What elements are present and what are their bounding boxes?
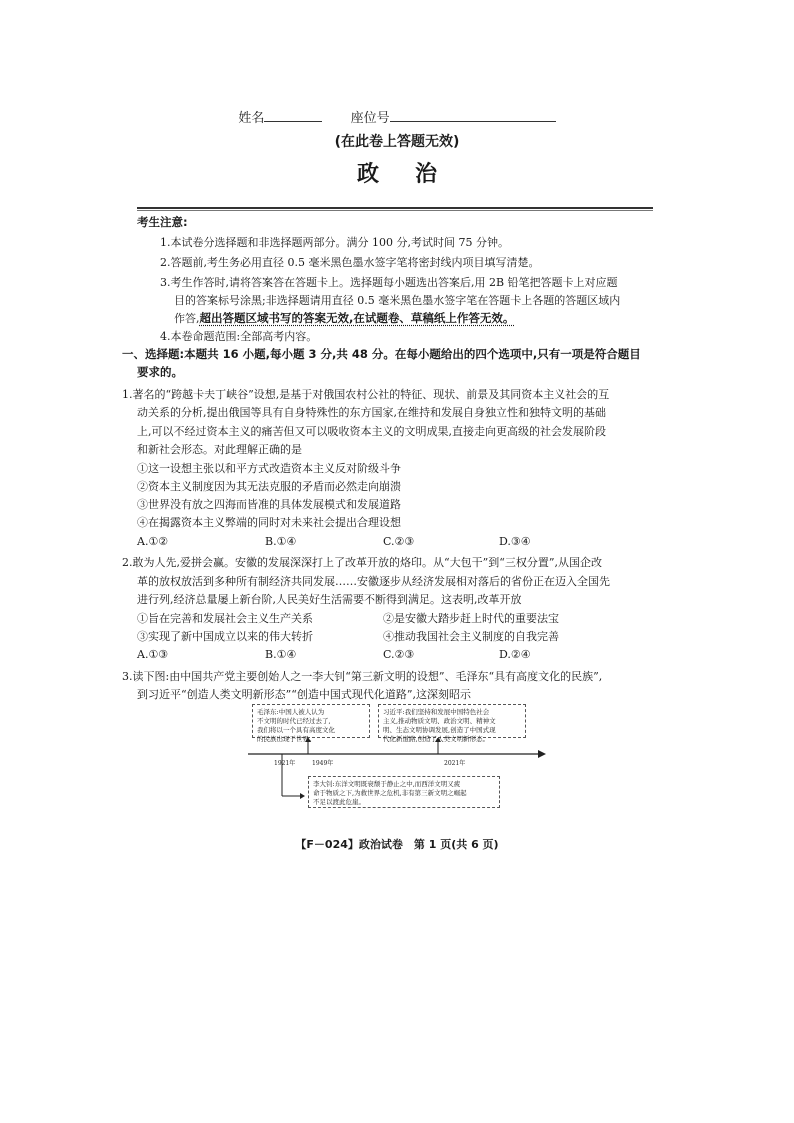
q2-option-d: D.②④ [499, 648, 531, 661]
section-heading: 一、选择题:本题共 16 小题,每小题 3 分,共 48 分。在每小题给出的四个选项中,只有一项是符合题目 [122, 347, 641, 361]
q2-stem-1: 2.敢为人先,爱拼会赢。安徽的发展深深打上了改革开放的烙印。从“大包干”到“三权分置”,从国企改 [122, 556, 602, 569]
q2-statement-2: ②是安徽大踏步赶上时代的重要法宝 [383, 612, 559, 625]
header-rule [137, 207, 653, 211]
notice-title: 考生注意: [137, 215, 188, 229]
q1-option-c: C.②③ [383, 535, 415, 548]
timeline-diagram [246, 704, 546, 830]
q3-stem-1: 3.读下图:由中国共产党主要创始人之一李大钊“第三新文明的设想”、毛泽东“具有高度文化的民族”, [122, 670, 603, 683]
q1-statement-3: ③世界没有放之四海而皆准的具体发展模式和发展道路 [137, 498, 401, 511]
notice-emphasis: 超出答题区域书写的答案无效,在试题卷、草稿纸上作答无效。 [199, 311, 515, 325]
q3-stem-2: 到习近平“创造人类文明新形态”“创造中国式现代化道路”,这深刻昭示 [137, 688, 471, 701]
q1-stem-1: 1.著名的“跨越卡夫丁峡谷”设想,是基于对俄国农村公社的特征、现状、前景及其同资本主义社会的互 [122, 388, 610, 401]
q1-statement-1: ①这一设想主张以和平方式改造资本主义反对阶级斗争 [137, 462, 401, 475]
q1-stem-4: 和新社会形态。对此理解正确的是 [137, 443, 302, 456]
page-footer: 【F－024】政治试卷 第 1 页(共 6 页) [295, 838, 499, 851]
q2-statement-1: ①旨在完善和发展社会主义生产关系 [137, 612, 313, 625]
seat-label: 座位号 [350, 111, 390, 126]
q2-option-b: B.①④ [265, 648, 297, 661]
q2-stem-2: 革的放权放活到多种所有制经济共同发展……安徽逐步从经济发展相对落后的省份正在迈入全国先 [137, 575, 610, 588]
notice-item-3: 3.考生作答时,请将答案答在答题卡上。选择题每小题选出答案后,用 2B 铅笔把答题卡上对应题 [160, 276, 618, 289]
q1-option-b: B.①④ [265, 535, 297, 548]
q1-statement-4: ④在揭露资本主义弊端的同时对未来社会提出合理设想 [137, 516, 401, 529]
section-heading-cont: 要求的。 [137, 365, 183, 379]
q1-stem-3: 上,可以不经过资本主义的痛苦但又可以吸收资本主义的文明成果,直接走向更高级的社会发展阶段 [137, 425, 606, 438]
year-1949-label: 1949年 [312, 760, 334, 767]
mao-quote-box: 毛泽东:中国人被人认为 不文明的时代已经过去了, 我们将以一个具有高度文化 的民族出现于世界。 [252, 704, 370, 738]
q1-option-d: D.③④ [499, 535, 531, 548]
q2-option-a: A.①③ [137, 648, 169, 661]
notice-item-3-cont: 目的答案标号涂黑;非选择题请用直径 0.5 毫米黑色墨水签字笔在答题卡上各题的答题区域内 [174, 294, 621, 307]
q2-statement-4: ④推动我国社会主义制度的自我完善 [383, 630, 559, 643]
arrow-li-icon [300, 793, 305, 799]
notice-item-3-end: 作答,超出答题区域书写的答案无效,在试题卷、草稿纸上作答无效。 [174, 311, 515, 325]
subject-title: 政治 [356, 162, 473, 187]
q1-statement-2: ②资本主义制度因为其无法克服的矛盾而必然走向崩溃 [137, 480, 401, 493]
candidate-info-line [0, 107, 794, 126]
year-2021-label: 2021年 [444, 760, 466, 767]
q2-option-c: C.②③ [383, 648, 415, 661]
q2-statement-3: ③实现了新中国成立以来的伟大转折 [137, 630, 313, 643]
seat-blank [390, 109, 556, 122]
notice-item-1: 1.本试卷分选择题和非选择题两部分。满分 100 分,考试时间 75 分钟。 [160, 236, 509, 249]
q1-stem-2: 动关系的分析,提出俄国等具有自身特殊性的东方国家,在维持和发展自身独立性和独特文明的基础 [137, 406, 606, 419]
name-blank [264, 109, 322, 122]
no-answer-note: (在此卷上答题无效) [334, 134, 460, 150]
notice-item-2: 2.答题前,考生务必用直径 0.5 毫米黑色墨水签字笔将密封线内项目填写清楚。 [160, 256, 540, 269]
q2-stem-3: 进行列,经济总量屡上新台阶,人民美好生活需要不断得到满足。这表明,改革开放 [137, 593, 522, 606]
xi-quote-box: 习近平:我们坚持和发展中国特色社会 主义,推动物质文明、政治文明、精神文 明、生态文明协调发展,创造了中国式现 代化新道路,创造了人类文明新形态。 [378, 704, 526, 738]
li-quote-box: 李大钊:东洋文明既衰颓于静止之中,而西洋文明又疲 命于物质之下,为救世界之危机,非有第三新文明之崛起 不足以渡此危崖。 [308, 776, 500, 808]
q1-option-a: A.①② [137, 535, 169, 548]
timeline-arrow-icon [538, 750, 546, 758]
year-1921-label: 1921年 [274, 760, 296, 767]
name-label: 姓名 [238, 111, 265, 126]
notice-item-4: 4.本卷命题范围:全部高考内容。 [160, 330, 318, 343]
